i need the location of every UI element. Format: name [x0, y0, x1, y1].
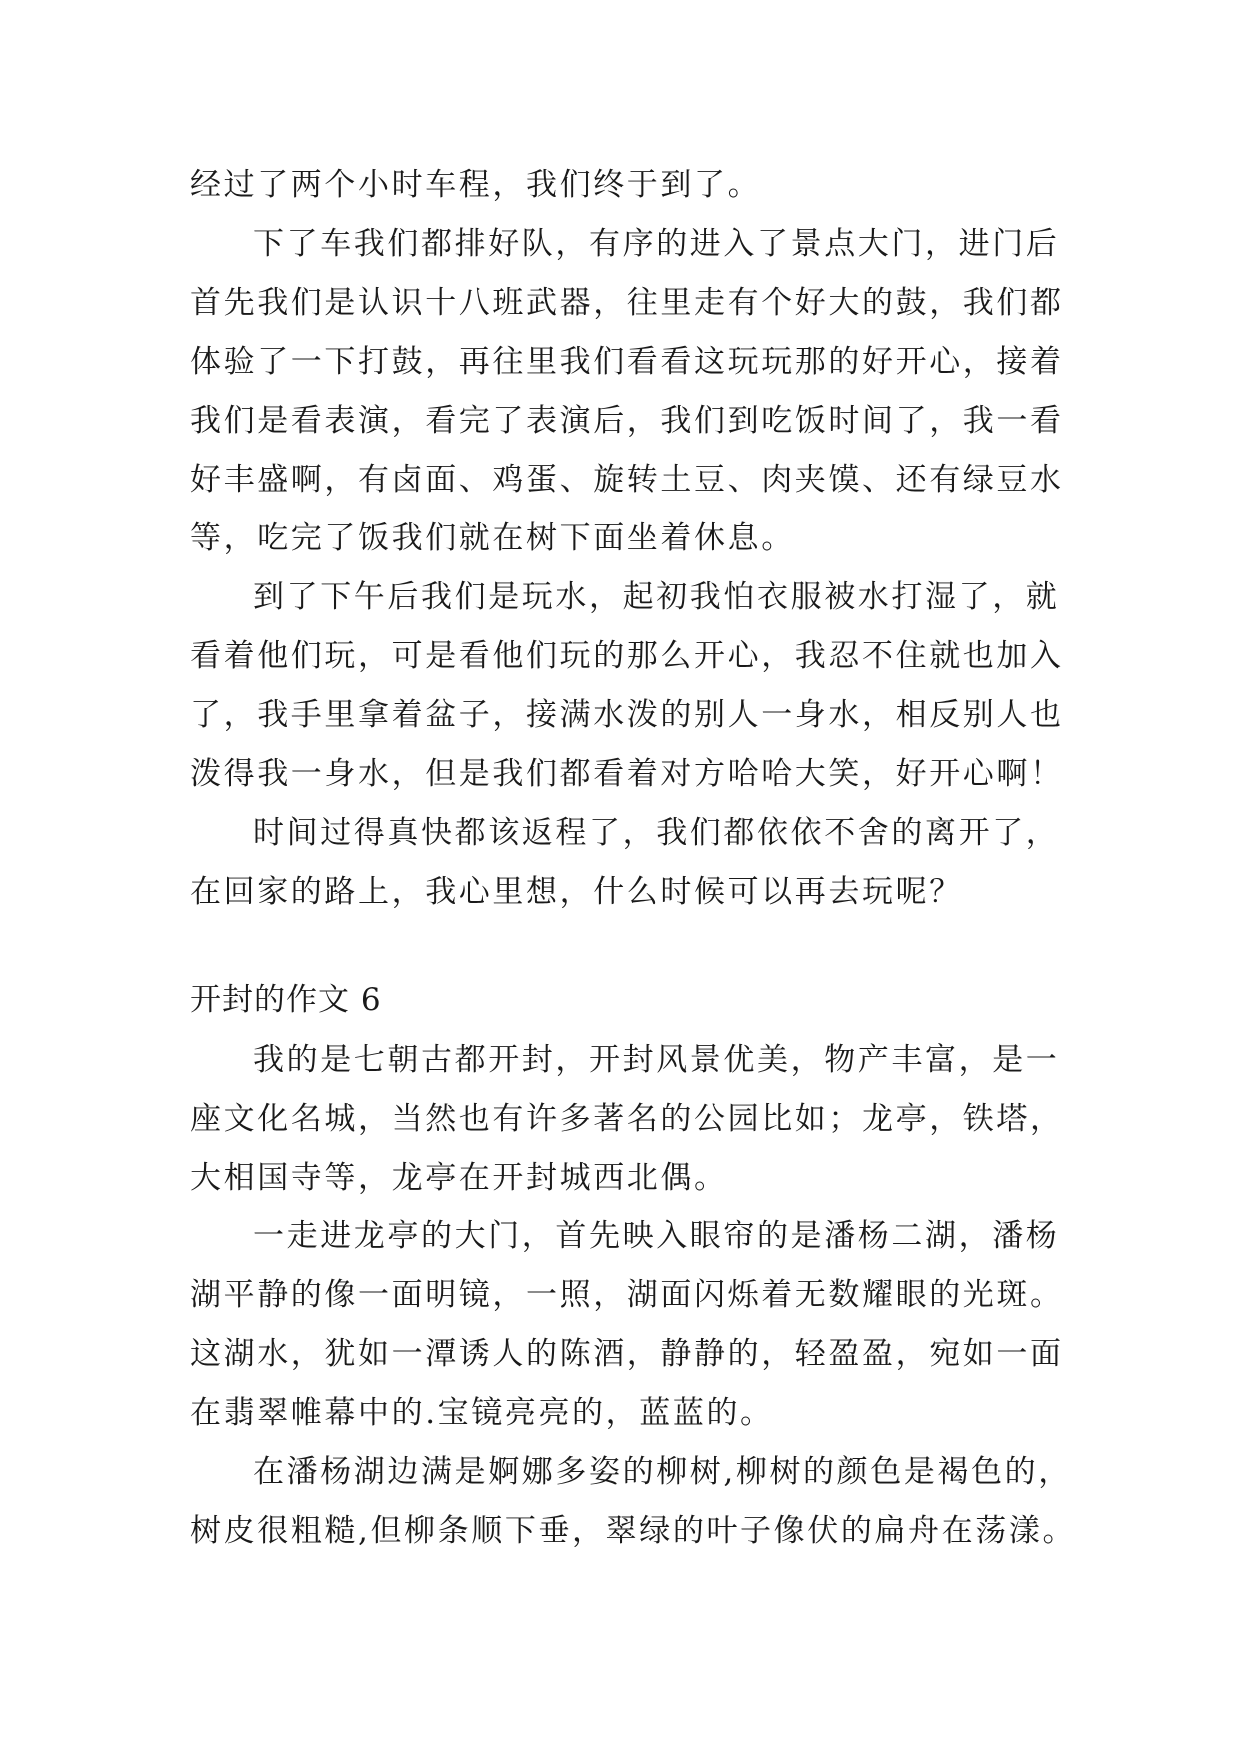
text-line: 了，我手里拿着盆子，接满水泼的别人一身水，相反别人也 — [190, 697, 1064, 733]
paragraph-first-line: 时间过得真快都该返程了，我们都依依不舍的离开了， — [253, 815, 1060, 851]
text-line: 我们是看表演，看完了表演后，我们到吃饭时间了，我一看 — [190, 403, 1064, 439]
paragraph-first-line: 下了车我们都排好队，有序的进入了景点大门，进门后 — [253, 226, 1060, 262]
text-line: 经过了两个小时车程，我们终于到了。 — [190, 167, 762, 203]
text-line: 这湖水，犹如一潭诱人的陈酒，静静的，轻盈盈，宛如一面 — [190, 1336, 1064, 1372]
paragraph-first-line: 在潘杨湖边满是婀娜多姿的柳树,柳树的颜色是褐色的， — [253, 1454, 1072, 1490]
text-line: 在翡翠帷幕中的.宝镜亮亮的，蓝蓝的。 — [190, 1395, 774, 1431]
section-heading: 开封的作文 6 — [190, 982, 382, 1018]
text-line: 湖平静的像一面明镜，一照，湖面闪烁着无数耀眼的光斑。 — [190, 1277, 1064, 1313]
text-line: 看着他们玩，可是看他们玩的那么开心，我忍不住就也加入 — [190, 638, 1064, 674]
text-line: 在回家的路上，我心里想，什么时候可以再去玩呢？ — [190, 874, 963, 910]
text-line: 首先我们是认识十八班武器，往里走有个好大的鼓，我们都 — [190, 285, 1064, 321]
paragraph-first-line: 一走进龙亭的大门，首先映入眼帘的是潘杨二湖，潘杨 — [253, 1218, 1060, 1254]
text-line: 大相国寺等，龙亭在开封城西北偶。 — [190, 1160, 728, 1196]
text-line: 等，吃完了饭我们就在树下面坐着休息。 — [190, 520, 795, 556]
text-line: 体验了一下打鼓，再往里我们看看这玩玩那的好开心，接着 — [190, 344, 1064, 380]
text-line: 树皮很粗糙,但柳条顺下垂，翠绿的叶子像伏的扁舟在荡漾。 — [190, 1513, 1077, 1549]
paragraph-first-line: 我的是七朝古都开封，开封风景优美，物产丰富，是一 — [253, 1042, 1060, 1078]
text-line: 好丰盛啊，有卤面、鸡蛋、旋转土豆、肉夹馍、还有绿豆水 — [190, 462, 1064, 498]
text-line: 泼得我一身水，但是我们都看着对方哈哈大笑，好开心啊！ — [190, 756, 1064, 792]
text-line: 座文化名城，当然也有许多著名的公园比如；龙亭，铁塔， — [190, 1101, 1064, 1137]
paragraph-first-line: 到了下午后我们是玩水，起初我怕衣服被水打湿了，就 — [253, 579, 1060, 615]
